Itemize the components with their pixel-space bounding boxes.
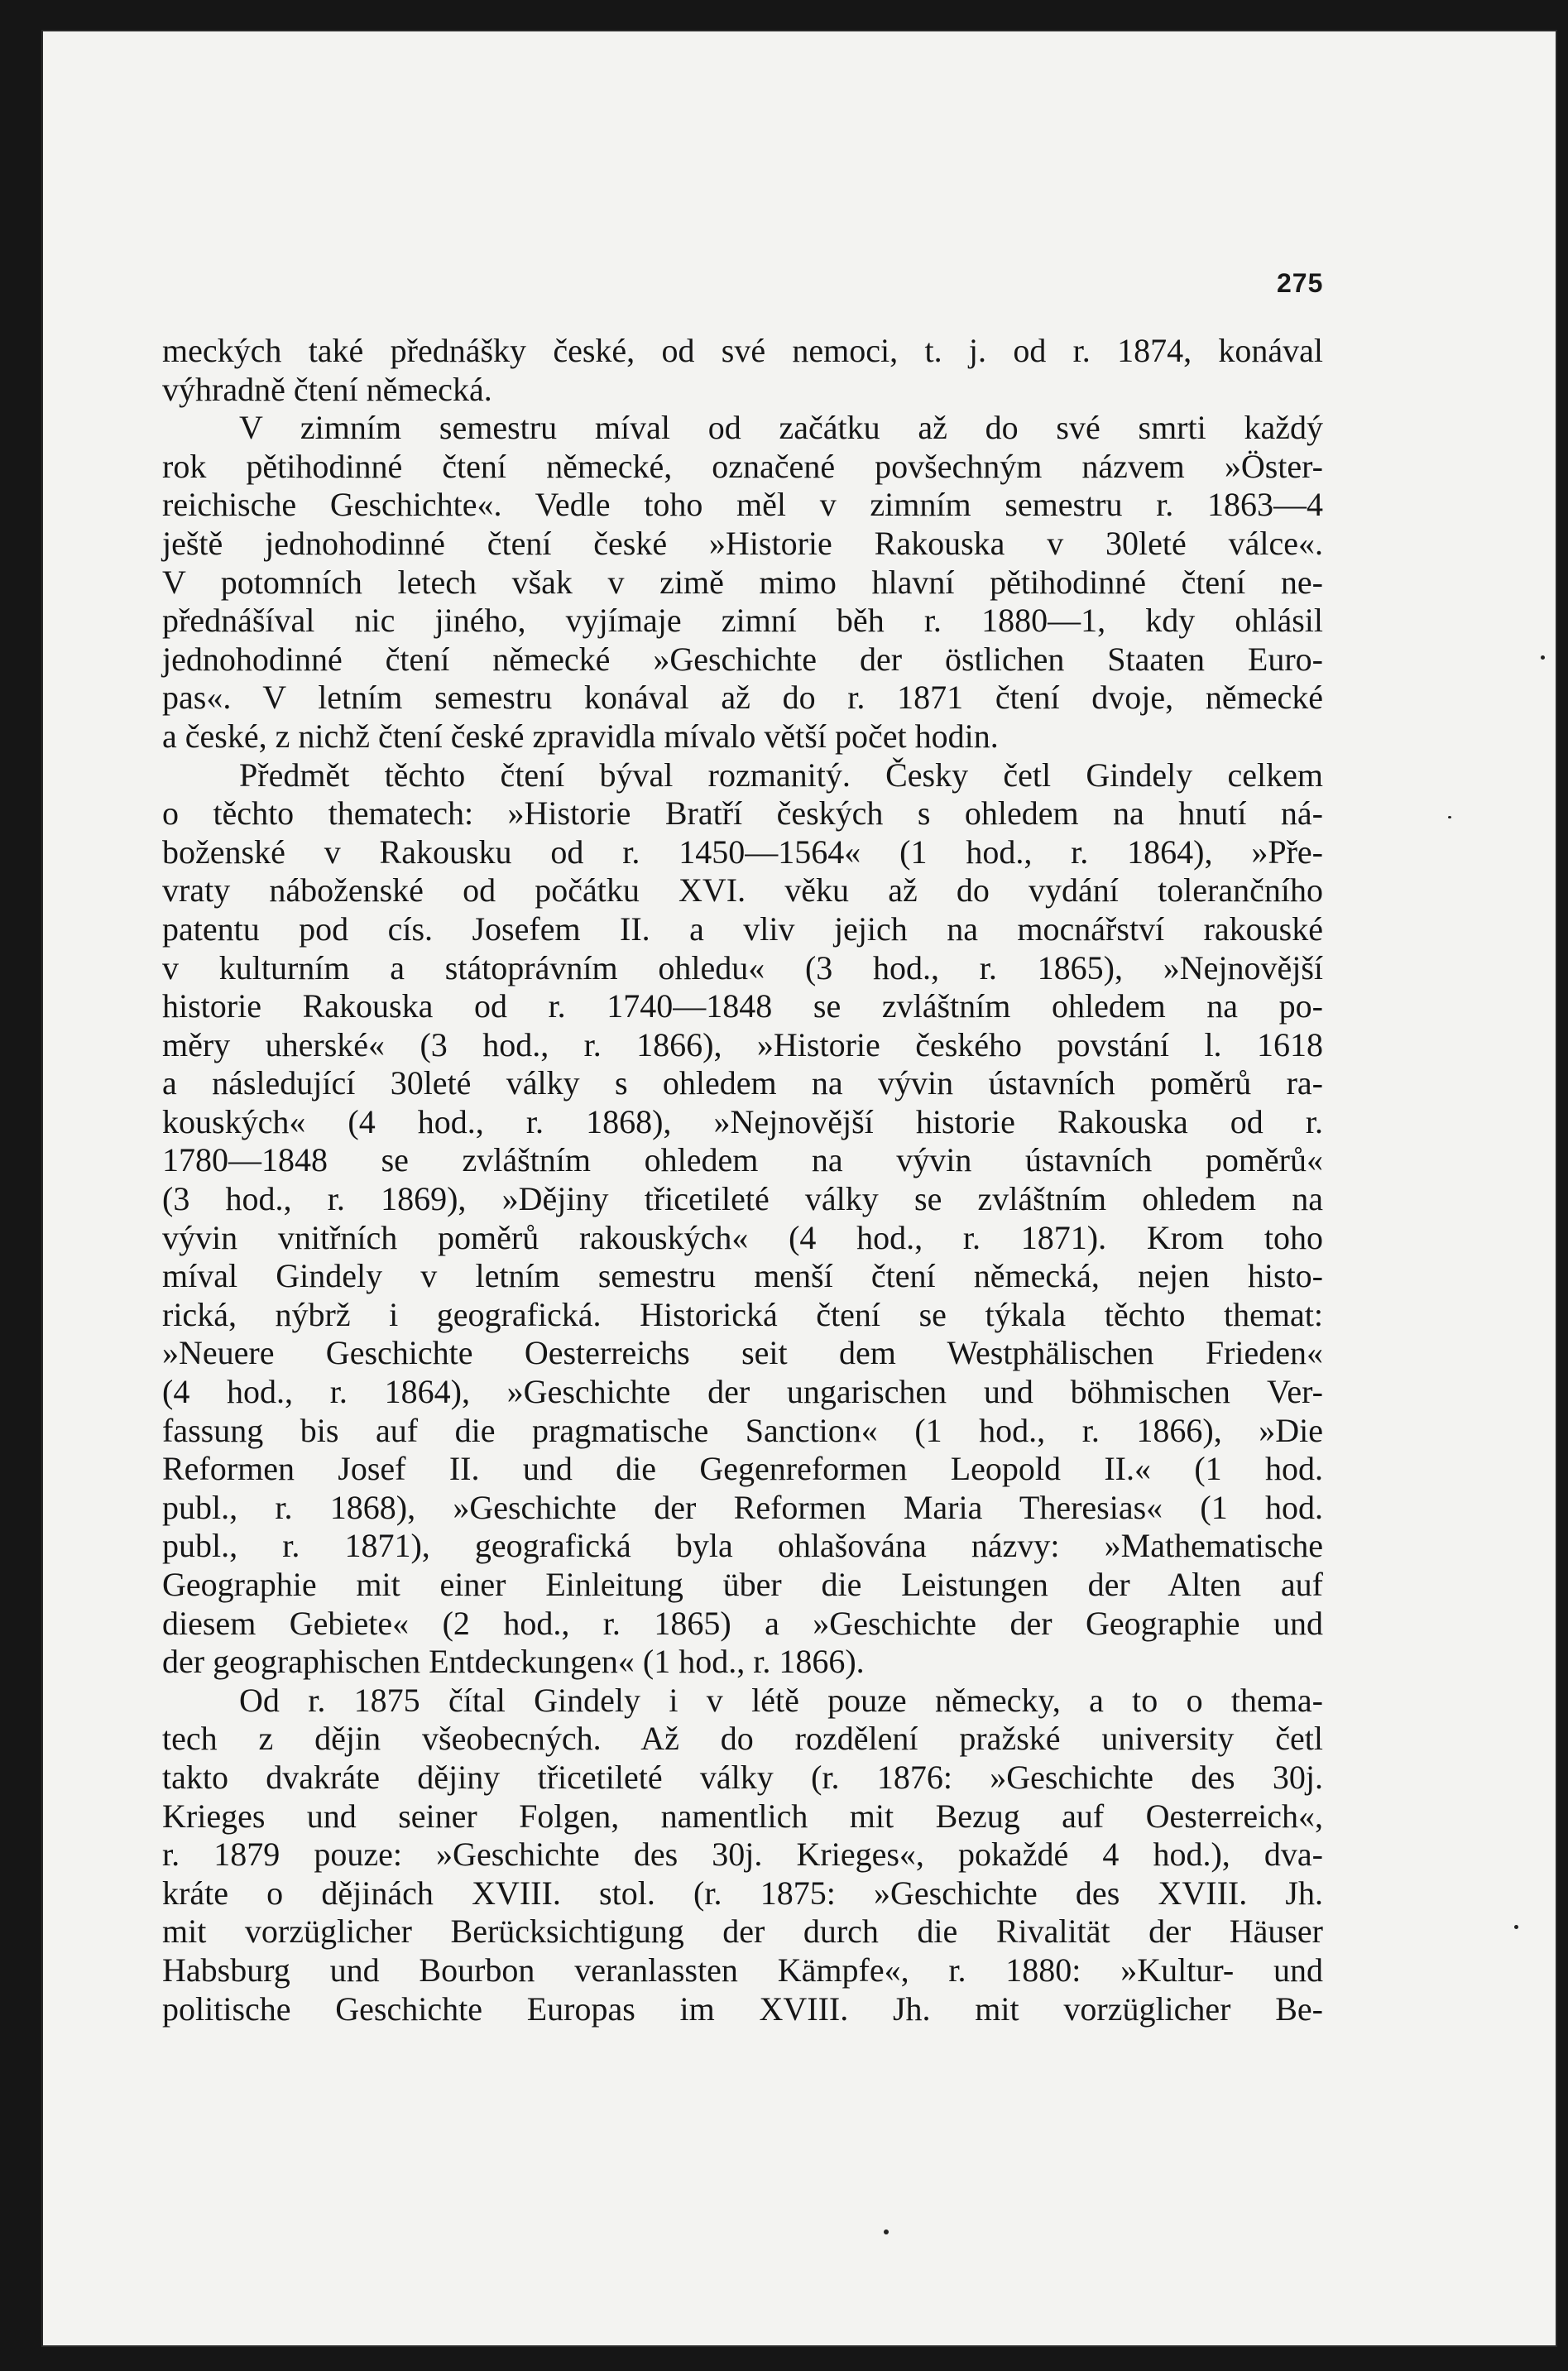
text-line: Předmět těchto čtení býval rozmanitý. Česky četl Gindely celkem [239, 756, 1323, 794]
text-line: reichische Geschichte«. Vedle toho měl v zimním semestru r. 1863—4 [162, 486, 1323, 524]
text-line: patentu pod cís. Josefem II. a vliv jejich na mocnářství rakouské [162, 910, 1323, 948]
text-line: Reformen Josef II. und die Gegenreformen Leopold II.« (1 hod. [162, 1450, 1323, 1488]
text-line: o těchto thematech: »Historie Bratří českých s ohledem na hnutí ná- [162, 794, 1323, 833]
text-line: míval Gindely v letním semestru menší čtení německá, nejen histo- [162, 1257, 1323, 1295]
text-line: kouských« (4 hod., r. 1868), »Nejnovější historie Rakouska od r. [162, 1102, 1323, 1140]
text-line: měry uherské« (3 hod., r. 1866), »Historie českého povstání l. 1618 [162, 1025, 1323, 1063]
text-line: (3 hod., r. 1869), »Dějiny třicetileté války se zvláštním ohledem na [162, 1180, 1323, 1218]
text-line: diesem Gebiete« (2 hod., r. 1865) a »Geschichte der Geographie und [162, 1604, 1323, 1642]
text-line: vraty náboženské od počátku XVI. věku až do vydání tolerančního [162, 871, 1323, 910]
text-line: mit vorzüglicher Berücksichtigung der durch die Rivalität der Häuser [162, 1913, 1323, 1951]
text-line: publ., r. 1868), »Geschichte der Reformen Maria Theresias« (1 hod. [162, 1488, 1323, 1526]
text-line: rická, nýbrž i geografická. Historická čtení se týkala těchto themat: [162, 1295, 1323, 1333]
text-line: historie Rakouska od r. 1740—1848 se zvláštním ohledem na po- [162, 987, 1323, 1025]
text-line: Habsburg und Bourbon veranlassten Kämpfe«, r. 1880: »Kultur- und [162, 1951, 1323, 1989]
text-line: r. 1879 pouze: »Geschichte des 30j. Krieges«, pokaždé 4 hod.), dva- [162, 1836, 1323, 1874]
scan-speck [1541, 655, 1545, 660]
text-line: V zimním semestru míval od začátku až do své smrti každý [239, 409, 1323, 447]
text-line: v kulturním a státoprávním ohledu« (3 hod., r. 1865), »Nejnovější [162, 948, 1323, 986]
page-number: 275 [1277, 268, 1324, 298]
text-line: politische Geschichte Europas im XVIII. Jh. mit vorzüglicher Be- [162, 1989, 1323, 2028]
text-line: kráte o dějinách XVIII. stol. (r. 1875: »Geschichte des XVIII. Jh. [162, 1874, 1323, 1912]
text-line: boženské v Rakousku od r. 1450—1564« (1 hod., r. 1864), »Pře- [162, 833, 1323, 871]
text-line: rok pětihodinné čtení německé, označené povšechným názvem »Öster- [162, 447, 1323, 485]
text-line: »Neuere Geschichte Oesterreichs seit dem Westphälischen Frieden« [162, 1334, 1323, 1372]
text-line: Od r. 1875 čítal Gindely i v létě pouze německy, a to o thema- [239, 1681, 1323, 1719]
text-line: V potomních letech však v zimě mimo hlavní pětihodinné čtení ne- [162, 563, 1323, 601]
text-line: a následující 30leté války s ohledem na vývin ústavních poměrů ra- [162, 1064, 1323, 1102]
text-line: fassung bis auf die pragmatische Sanction« (1 hod., r. 1866), »Die [162, 1411, 1323, 1449]
text-line: (4 hod., r. 1864), »Geschichte der ungarischen und böhmischen Ver- [162, 1373, 1323, 1411]
text-line: výhradně čtení německá. [162, 370, 492, 408]
scan-speck [884, 2229, 889, 2234]
text-line: Geographie mit einer Einleitung über die Leistungen der Alten auf [162, 1566, 1323, 1603]
text-line: der geographischen Entdeckungen« (1 hod., r. 1866). [162, 1643, 865, 1681]
text-line: publ., r. 1871), geografická byla ohlašována názvy: »Mathematische [162, 1527, 1323, 1565]
text-line: ještě jednohodinné čtení české »Historie Rakouska v 30leté válce«. [162, 524, 1323, 562]
text-line: tech z dějin všeobecných. Až do rozdělení pražské university četl [162, 1720, 1323, 1758]
text-line: a české, z nichž čtení české zpravidla mívalo větší počet hodin. [162, 717, 999, 755]
scanned-page [41, 30, 1557, 2347]
text-line: 1780—1848 se zvláštním ohledem na vývin ústavních poměrů« [162, 1141, 1323, 1179]
text-line: meckých také přednášky české, od své nemoci, t. j. od r. 1874, konával [162, 332, 1323, 369]
scan-speck [1514, 1925, 1518, 1929]
text-line: přednášíval nic jiného, vyjímaje zimní běh r. 1880—1, kdy ohlásil [162, 602, 1323, 640]
scan-speck [1448, 816, 1451, 818]
text-line: pas«. V letním semestru konával až do r. 1871 čtení dvoje, německé [162, 679, 1323, 717]
text-line: vývin vnitřních poměrů rakouských« (4 hod., r. 1871). Krom toho [162, 1218, 1323, 1256]
body-text [162, 332, 1323, 2028]
text-line: takto dvakráte dějiny třicetileté války (r. 1876: »Geschichte des 30j. [162, 1758, 1323, 1796]
text-line: Krieges und seiner Folgen, namentlich mit Bezug auf Oesterreich«, [162, 1797, 1323, 1835]
text-line: jednohodinné čtení německé »Geschichte der östlichen Staaten Euro- [162, 640, 1323, 678]
